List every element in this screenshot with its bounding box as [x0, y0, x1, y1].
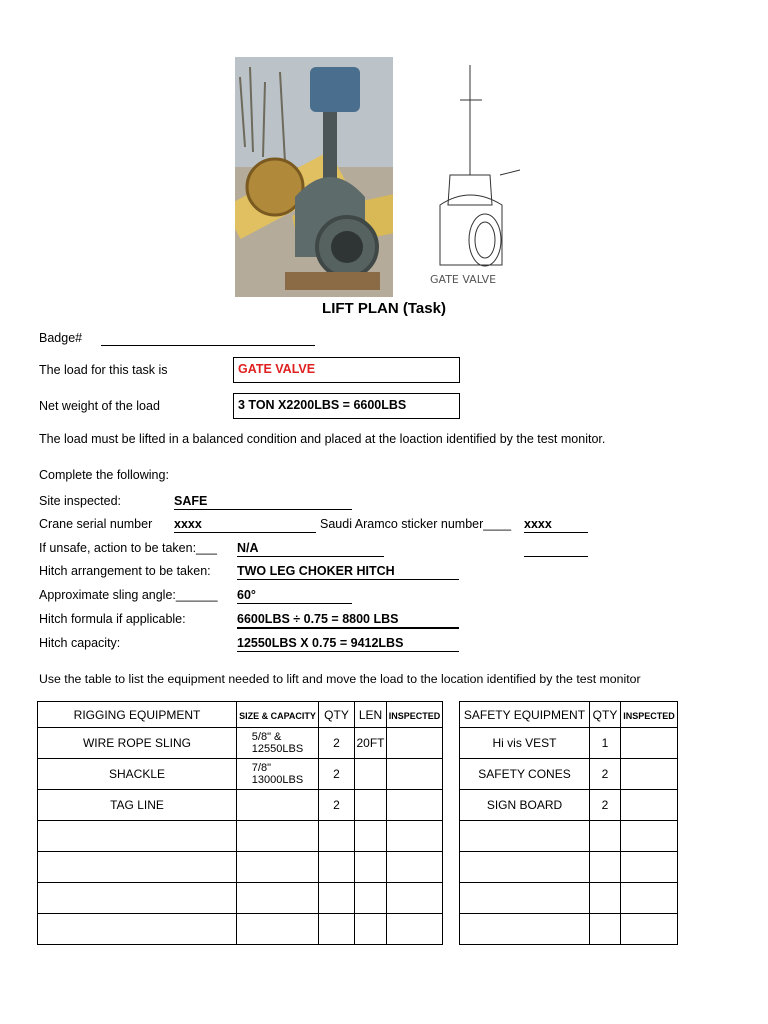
rigging-inspected[interactable] [387, 914, 443, 945]
rigging-qty[interactable] [319, 914, 355, 945]
hitch-arrangement-field[interactable]: TWO LEG CHOKER HITCH [237, 564, 459, 580]
safety-qty[interactable] [590, 914, 621, 945]
page-title: LIFT PLAN (Task) [322, 300, 446, 317]
rigging-qty[interactable] [319, 883, 355, 914]
rigging-item[interactable] [38, 821, 237, 852]
rigging-len[interactable]: 20FT [355, 728, 387, 759]
rigging-size-line1: 5/8" & [251, 731, 282, 743]
gate-valve-photo [235, 57, 393, 297]
table-row [460, 759, 678, 790]
aramco-sticker-label: Saudi Aramco sticker number____ [320, 517, 512, 531]
rigging-len[interactable] [355, 821, 387, 852]
gate-valve-sketch [420, 55, 530, 295]
table-row [38, 852, 443, 883]
table-row [38, 914, 443, 945]
instruction-text: The load must be lifted in a balanced condition and placed at the loaction identified by the test monitor. [39, 432, 606, 446]
sketch-caption: GATE VALVE [430, 273, 497, 286]
table-row [460, 883, 678, 914]
rigging-size[interactable] [237, 883, 319, 914]
size-capacity-header [237, 702, 319, 728]
safety-item[interactable]: Hi vis VEST [460, 728, 590, 759]
table-row [460, 914, 678, 945]
table-row [460, 790, 678, 821]
safety-header-row [460, 702, 678, 728]
table-row [38, 883, 443, 914]
site-inspected-field[interactable]: SAFE [174, 494, 352, 510]
table-instruction: Use the table to list the equipment needed to lift and move the load to the location identified by the test monitor [39, 672, 641, 686]
safety-inspected[interactable] [621, 759, 678, 790]
rigging-size-line1: 7/8" [251, 762, 271, 774]
rigging-len[interactable] [355, 914, 387, 945]
safety-inspected[interactable] [621, 790, 678, 821]
rigging-size[interactable] [237, 914, 319, 945]
size-capacity-header-text: SIZE & CAPACITY [239, 710, 316, 721]
rigging-item[interactable]: SHACKLE [38, 759, 237, 790]
rigging-item[interactable] [38, 852, 237, 883]
rigging-qty[interactable]: 2 [319, 728, 355, 759]
safety-inspected[interactable] [621, 914, 678, 945]
rigging-size[interactable] [237, 790, 319, 821]
table-row [38, 821, 443, 852]
safety-qty[interactable]: 1 [590, 728, 621, 759]
rigging-item[interactable] [38, 914, 237, 945]
rigging-len[interactable] [355, 852, 387, 883]
rigging-equipment-header: RIGGING EQUIPMENT [38, 702, 237, 728]
hitch-formula-label: Hitch formula if applicable: [39, 612, 186, 626]
table-row [460, 852, 678, 883]
table-row [38, 759, 443, 790]
site-inspected-label: Site inspected: [39, 494, 121, 508]
load-label: The load for this task is [39, 363, 168, 377]
hitch-capacity-label: Hitch capacity: [39, 636, 121, 650]
crane-serial-field[interactable]: xxxx [174, 517, 316, 533]
unsafe-action-label: If unsafe, action to be taken:___ [39, 541, 217, 555]
safety-table [459, 701, 678, 945]
rigging-size-line2: 12550LBS [251, 743, 304, 755]
safety-item[interactable] [460, 852, 590, 883]
safety-item[interactable] [460, 821, 590, 852]
safety-qty[interactable]: 2 [590, 790, 621, 821]
sling-angle-label: Approximate sling angle:______ [39, 588, 218, 602]
rigging-size[interactable] [237, 728, 319, 759]
rigging-inspected[interactable] [387, 821, 443, 852]
weight-field[interactable]: 3 TON X2200LBS = 6600LBS [233, 393, 460, 419]
safety-qty[interactable]: 2 [590, 759, 621, 790]
safety-inspected[interactable] [621, 852, 678, 883]
rigging-size[interactable] [237, 821, 319, 852]
rigging-inspected[interactable] [387, 728, 443, 759]
table-row [38, 790, 443, 821]
rigging-size[interactable] [237, 759, 319, 790]
safety-inspected[interactable] [621, 883, 678, 914]
rigging-inspected[interactable] [387, 852, 443, 883]
rigging-item[interactable] [38, 883, 237, 914]
rigging-qty[interactable] [319, 821, 355, 852]
rigging-header-row [38, 702, 443, 728]
rigging-qty[interactable] [319, 852, 355, 883]
weight-label: Net weight of the load [39, 399, 160, 413]
safety-inspected-header-text: INSPECTED [623, 710, 675, 721]
rigging-len[interactable] [355, 759, 387, 790]
complete-heading: Complete the following: [39, 468, 169, 482]
safety-item[interactable]: SAFETY CONES [460, 759, 590, 790]
safety-qty[interactable] [590, 852, 621, 883]
hitch-formula-field[interactable]: 6600LBS ÷ 0.75 = 8800 LBS [237, 612, 459, 629]
rigging-len[interactable] [355, 790, 387, 821]
safety-inspected-header [621, 702, 678, 728]
safety-item[interactable] [460, 883, 590, 914]
hitch-arrangement-label: Hitch arrangement to be taken: [39, 564, 211, 578]
rigging-item[interactable]: WIRE ROPE SLING [38, 728, 237, 759]
unsafe-action-field[interactable]: N/A [237, 541, 384, 557]
safety-qty[interactable] [590, 821, 621, 852]
rigging-qty[interactable]: 2 [319, 759, 355, 790]
hitch-capacity-field[interactable]: 12550LBS X 0.75 = 9412LBS [237, 636, 459, 652]
rigging-len[interactable] [355, 883, 387, 914]
inspected-header [387, 702, 443, 728]
safety-item[interactable] [460, 914, 590, 945]
extra-blank-line[interactable] [524, 541, 588, 557]
crane-serial-label: Crane serial number [39, 517, 153, 531]
rigging-inspected[interactable] [387, 759, 443, 790]
inspected-header-text: INSPECTED [388, 710, 441, 721]
qty-header: QTY [319, 702, 355, 728]
rigging-table [37, 701, 443, 945]
table-row [38, 728, 443, 759]
sling-angle-field[interactable]: 60° [237, 588, 352, 604]
len-header: LEN [355, 702, 387, 728]
safety-qty-header: QTY [590, 702, 621, 728]
safety-inspected[interactable] [621, 821, 678, 852]
badge-label: Badge# [39, 331, 83, 345]
load-field[interactable]: GATE VALVE [233, 357, 460, 383]
safety-item[interactable]: SIGN BOARD [460, 790, 590, 821]
table-row [460, 821, 678, 852]
rigging-size[interactable] [237, 852, 319, 883]
table-row [460, 728, 678, 759]
safety-inspected[interactable] [621, 728, 678, 759]
rigging-inspected[interactable] [387, 790, 443, 821]
rigging-inspected[interactable] [387, 883, 443, 914]
rigging-item[interactable]: TAG LINE [38, 790, 237, 821]
rigging-size-line2: 13000LBS [251, 774, 304, 786]
rigging-qty[interactable]: 2 [319, 790, 355, 821]
safety-equipment-header: SAFETY EQUIPMENT [460, 702, 590, 728]
aramco-sticker-field[interactable]: xxxx [524, 517, 588, 533]
safety-qty[interactable] [590, 883, 621, 914]
badge-field[interactable] [101, 331, 315, 346]
